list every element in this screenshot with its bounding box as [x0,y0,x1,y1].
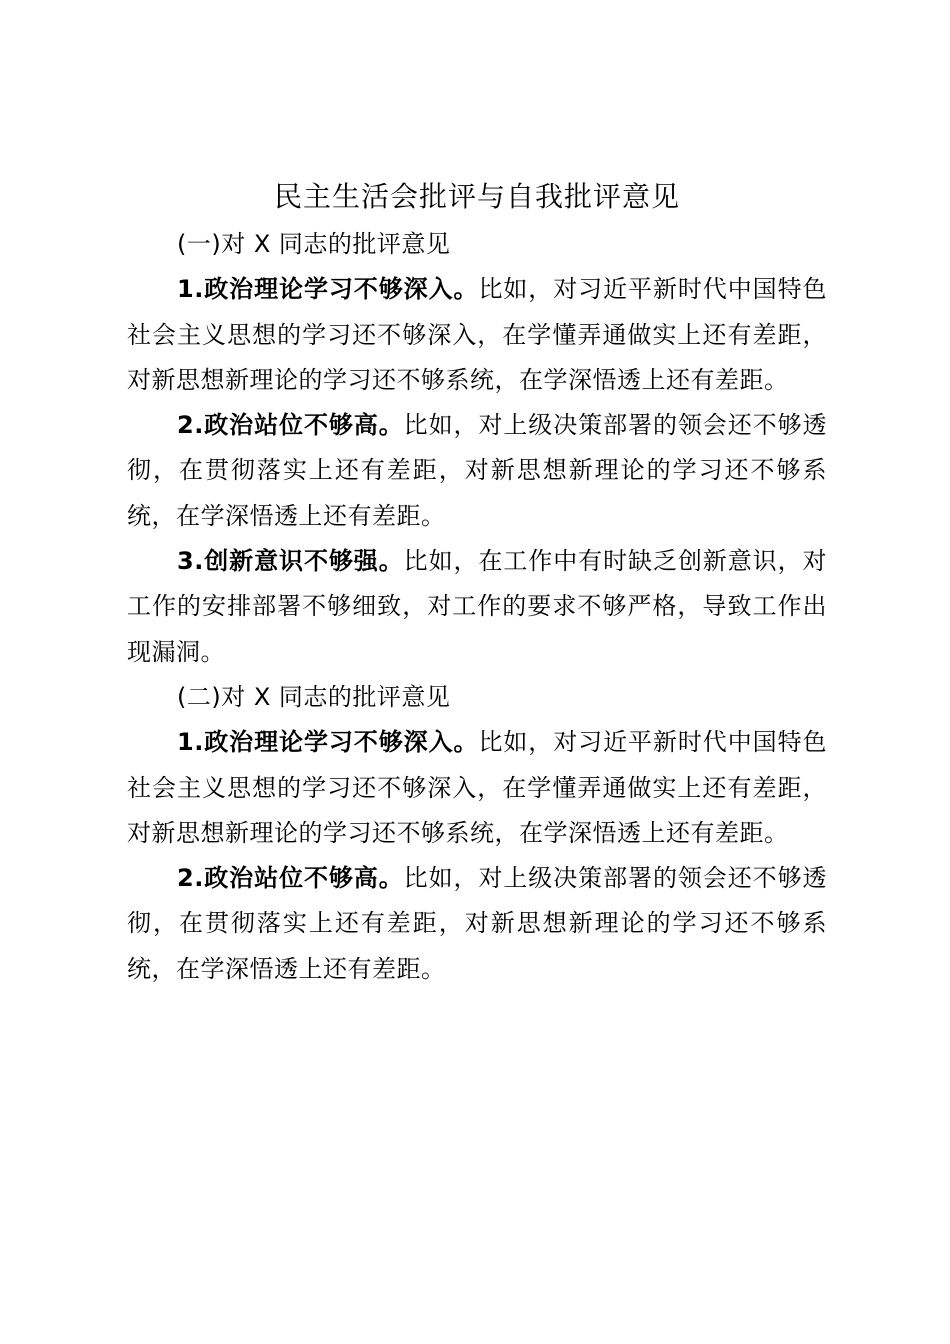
critique-item-lead: 1.政治理论学习不够深入。 [177,728,479,757]
critique-item [127,720,827,856]
document-title: 民主生活会批评与自我批评意见 [273,180,680,213]
critique-item-text: 比如，对上级决策部署的领会还不够透彻，在贯彻落实上还有差距，对新思想新理论的学习还不够系统，在学深悟透上还有差距。 [127,411,828,530]
critique-item-text: 比如，在工作中有时缺乏创新意识，对工作的安排部署不够细致，对工作的要求不够严格，导致工作出现漏洞。 [127,547,828,666]
critique-item [127,267,827,403]
document-body [127,222,827,992]
critique-item-lead: 2.政治站位不够高。 [177,864,404,893]
critique-item [127,403,827,539]
critique-item-text: 比如，对习近平新时代中国特色社会主义思想的学习还不够深入，在学懂弄通做实上还有差距，对新思想新理论的学习还不够系统，在学深悟透上还有差距。 [127,728,828,847]
critique-item-lead: 1.政治理论学习不够深入。 [177,275,479,304]
critique-item [127,539,827,675]
critique-item-lead: 2.政治站位不够高。 [177,411,404,440]
section-heading: (二)对 X 同志的批评意见 [177,682,451,711]
critique-item-text: 比如，对习近平新时代中国特色社会主义思想的学习还不够深入，在学懂弄通做实上还有差距，对新思想新理论的学习还不够系统，在学深悟透上还有差距。 [127,275,828,394]
section-heading: (一)对 X 同志的批评意见 [177,230,451,258]
critique-item-text: 比如，对上级决策部署的领会还不够透彻，在贯彻落实上还有差距，对新思想新理论的学习还不够系统，在学深悟透上还有差距。 [127,864,828,983]
critique-item [127,856,827,992]
critique-item-lead: 3.创新意识不够强。 [177,547,404,576]
